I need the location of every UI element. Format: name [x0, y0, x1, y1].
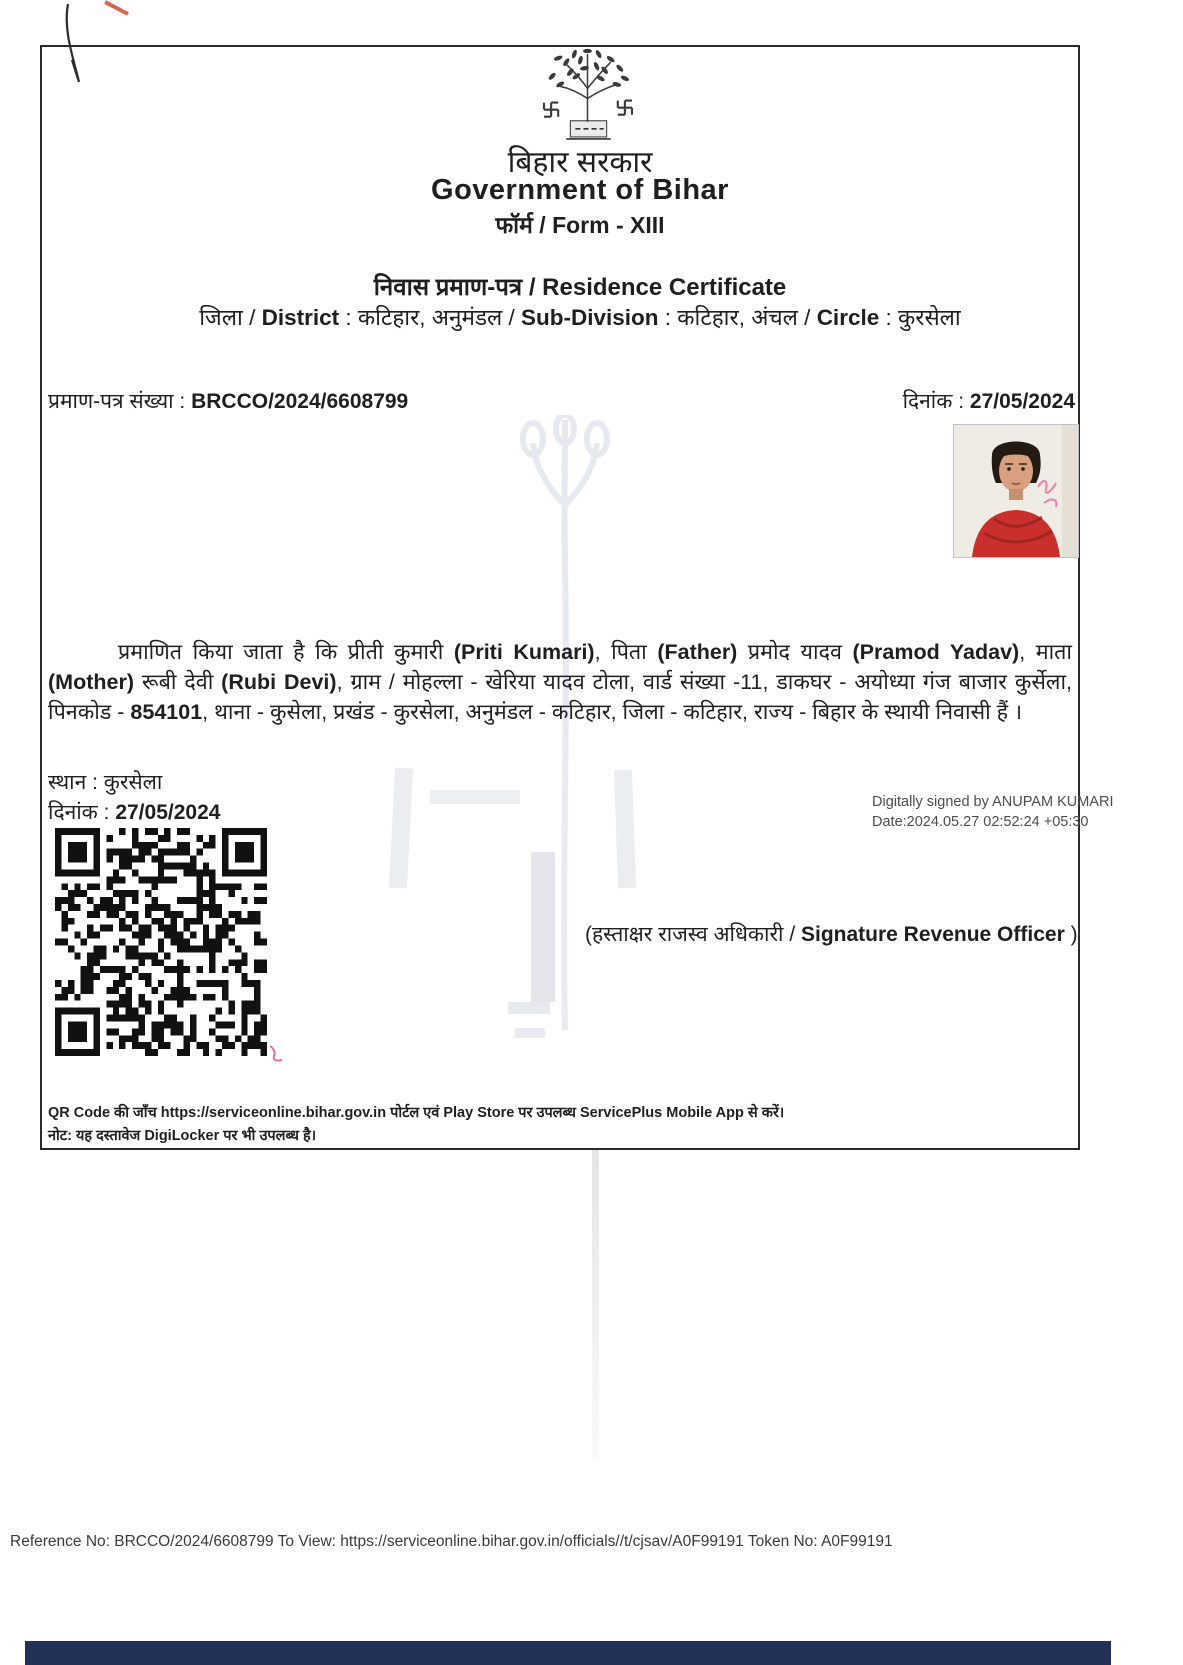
- government-name-english: Government of Bihar: [431, 174, 729, 206]
- qr-verification-note: QR Code की जाँच https://serviceonline.bihar.gov.in पोर्टल एवं Play Store पर उपलब्ध ServicePlus Mobile App से करें।: [48, 1105, 785, 1121]
- digital-signature-line2: Date:2024.05.27 02:52:24 +05:30: [872, 814, 1089, 830]
- digital-signature-line1: Digitally signed by ANUPAM KUMARI: [872, 794, 1114, 810]
- fold-shadow: [592, 1150, 599, 1460]
- digital-signature-block: [872, 792, 1122, 832]
- certificate-body-text: प्रमाणित किया जाता है कि प्रीती कुमारी (Priti Kumari), पिता (Father) प्रमोद यादव (Pramod Yadav), माता (Mother) रूबी देवी (Rubi Devi), ग्राम / मोहल्ला - खेरिया यादव टोला, वार्ड संख्या -11, डाकघर - अयोध्या गंज बाजार कुर्सेला, पिनकोड - 854101, थाना - कुसेला, प्रखंड - कुरसेला, अनुमंडल - कटिहार, जिला - कटिहार, राज्य - बिहार के स्थायी निवासी हैं ।: [48, 640, 1073, 724]
- form-number-line: फॉर्म / Form - XIII: [495, 212, 665, 238]
- applicant-photo: [953, 424, 1079, 558]
- digilocker-note: नोट: यह दस्तावेज DigiLocker पर भी उपलब्ध है।: [48, 1128, 317, 1144]
- signature-revenue-officer-line: (हस्ताक्षर राजस्व अधिकारी / Signature Revenue Officer ): [585, 923, 1078, 946]
- certificate-issue-date: दिनांक : 27/05/2024: [902, 390, 1075, 413]
- place-line: स्थान : कुरसेला: [48, 771, 163, 794]
- pink-ink-artifact: [266, 1042, 290, 1064]
- date-line: दिनांक : 27/05/2024: [48, 801, 221, 824]
- government-name-hindi: बिहार सरकार: [507, 146, 653, 179]
- bottom-scan-bar: [25, 1641, 1111, 1665]
- reference-footer-line: Reference No: BRCCO/2024/6608799 To View: https://serviceonline.bihar.gov.in/officials//t/cjsav/A0F99191 Token No: A0F99191: [10, 1533, 893, 1550]
- certificate-number: प्रमाण-पत्र संख्या : BRCCO/2024/6608799: [48, 390, 409, 413]
- bihar-emblem-icon: [540, 46, 636, 142]
- district-subdivision-circle-line: जिला / District : कटिहार, अनुमंडल / Sub-Division : कटिहार, अंचल / Circle : कुरसेला: [199, 305, 961, 330]
- qr-code: [55, 828, 267, 1056]
- certificate-title: निवास प्रमाण-पत्र / Residence Certificate: [373, 274, 787, 301]
